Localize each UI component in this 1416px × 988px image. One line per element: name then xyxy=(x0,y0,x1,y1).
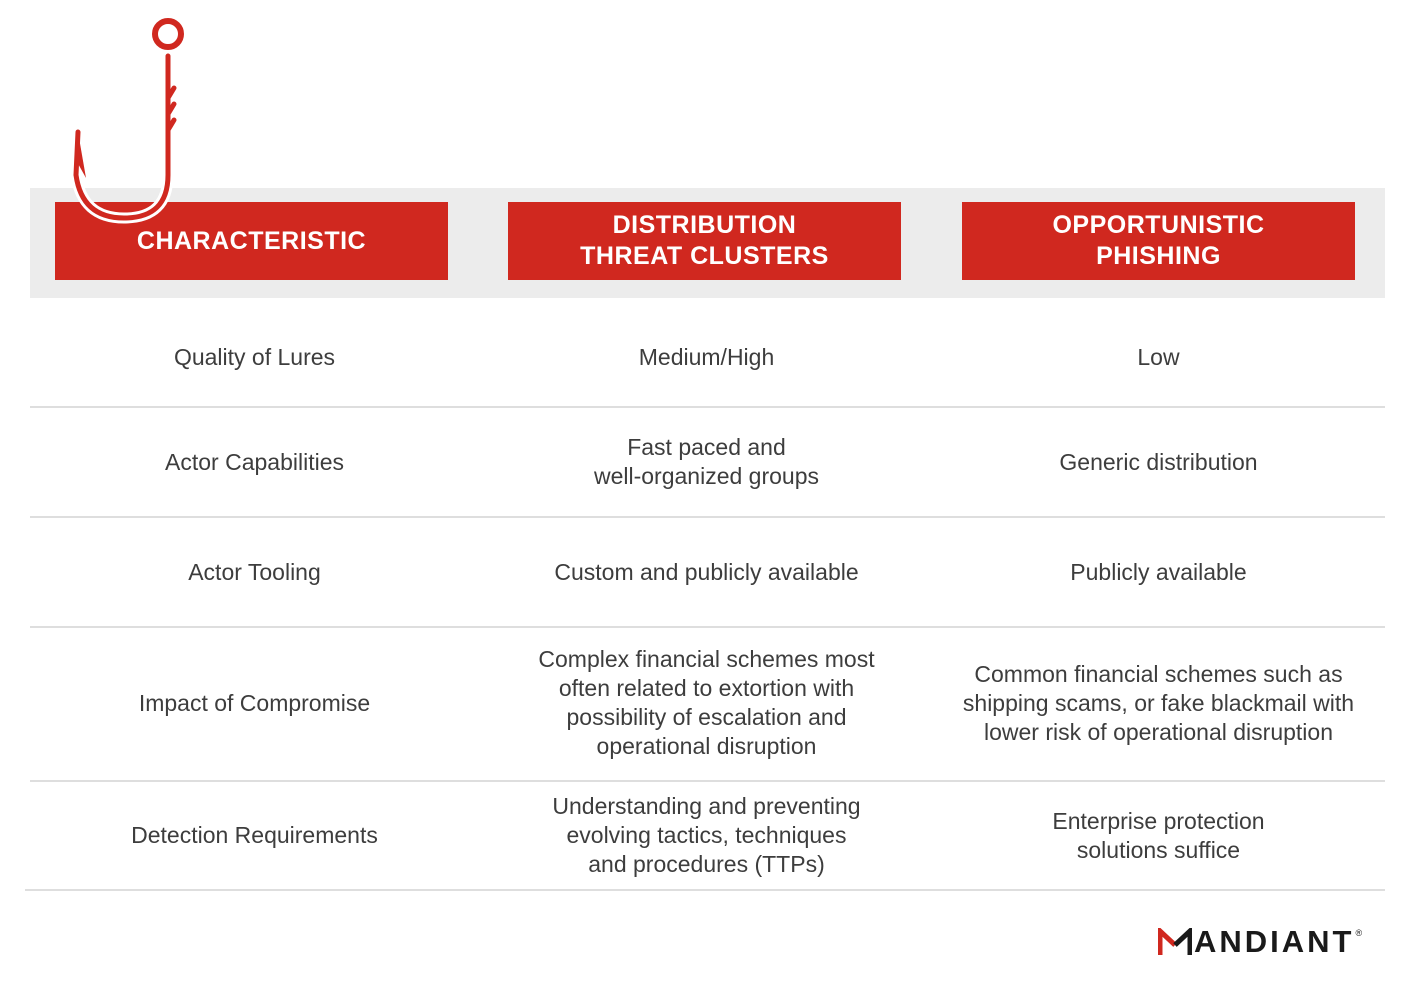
table-row xyxy=(0,782,1416,889)
distribution-cell: Fast paced and well-organized groups xyxy=(593,434,819,489)
characteristic-cell: Actor Tooling xyxy=(188,558,321,585)
distribution-cell: Complex financial schemes most often related to extortion with possibility of escalation and operational disruption xyxy=(538,646,875,759)
distribution-cell: Custom and publicly available xyxy=(554,558,859,585)
opportunistic-cell: Publicly available xyxy=(1070,558,1247,585)
row-divider xyxy=(25,889,1385,891)
header-characteristic: CHARACTERISTIC xyxy=(55,202,448,280)
mandiant-m-icon xyxy=(1158,928,1192,956)
distribution-cell: Understanding and preventing evolving tactics, techniques and procedures (TTPs) xyxy=(552,793,861,877)
table-row xyxy=(0,310,1416,405)
opportunistic-cell: Generic distribution xyxy=(1059,448,1258,475)
logo-text: ANDIANT xyxy=(1194,924,1355,959)
table-row xyxy=(0,408,1416,516)
mandiant-logo xyxy=(1158,924,1362,960)
fishing-hook-icon xyxy=(60,10,200,230)
characteristic-cell: Detection Requirements xyxy=(131,822,378,848)
header-opportunistic-phishing: OPPORTUNISTIC PHISHING xyxy=(962,202,1355,280)
characteristic-cell: Quality of Lures xyxy=(173,344,336,370)
opportunistic-cell: Low xyxy=(1137,344,1180,370)
trademark-symbol: ® xyxy=(1355,928,1363,938)
distribution-cell: Medium/High xyxy=(638,344,775,370)
characteristic-cell: Actor Capabilities xyxy=(165,448,344,475)
opportunistic-cell: Common financial schemes such as shipping scams, or fake blackmail with lower risk of operational disruption xyxy=(962,660,1355,745)
opportunistic-cell: Enterprise protection solutions suffice xyxy=(1052,807,1265,863)
table-row xyxy=(0,518,1416,626)
characteristic-cell: Impact of Compromise xyxy=(138,689,371,716)
header-distribution-threat-clusters: DISTRIBUTION THREAT CLUSTERS xyxy=(508,202,901,280)
table-row xyxy=(0,628,1416,778)
